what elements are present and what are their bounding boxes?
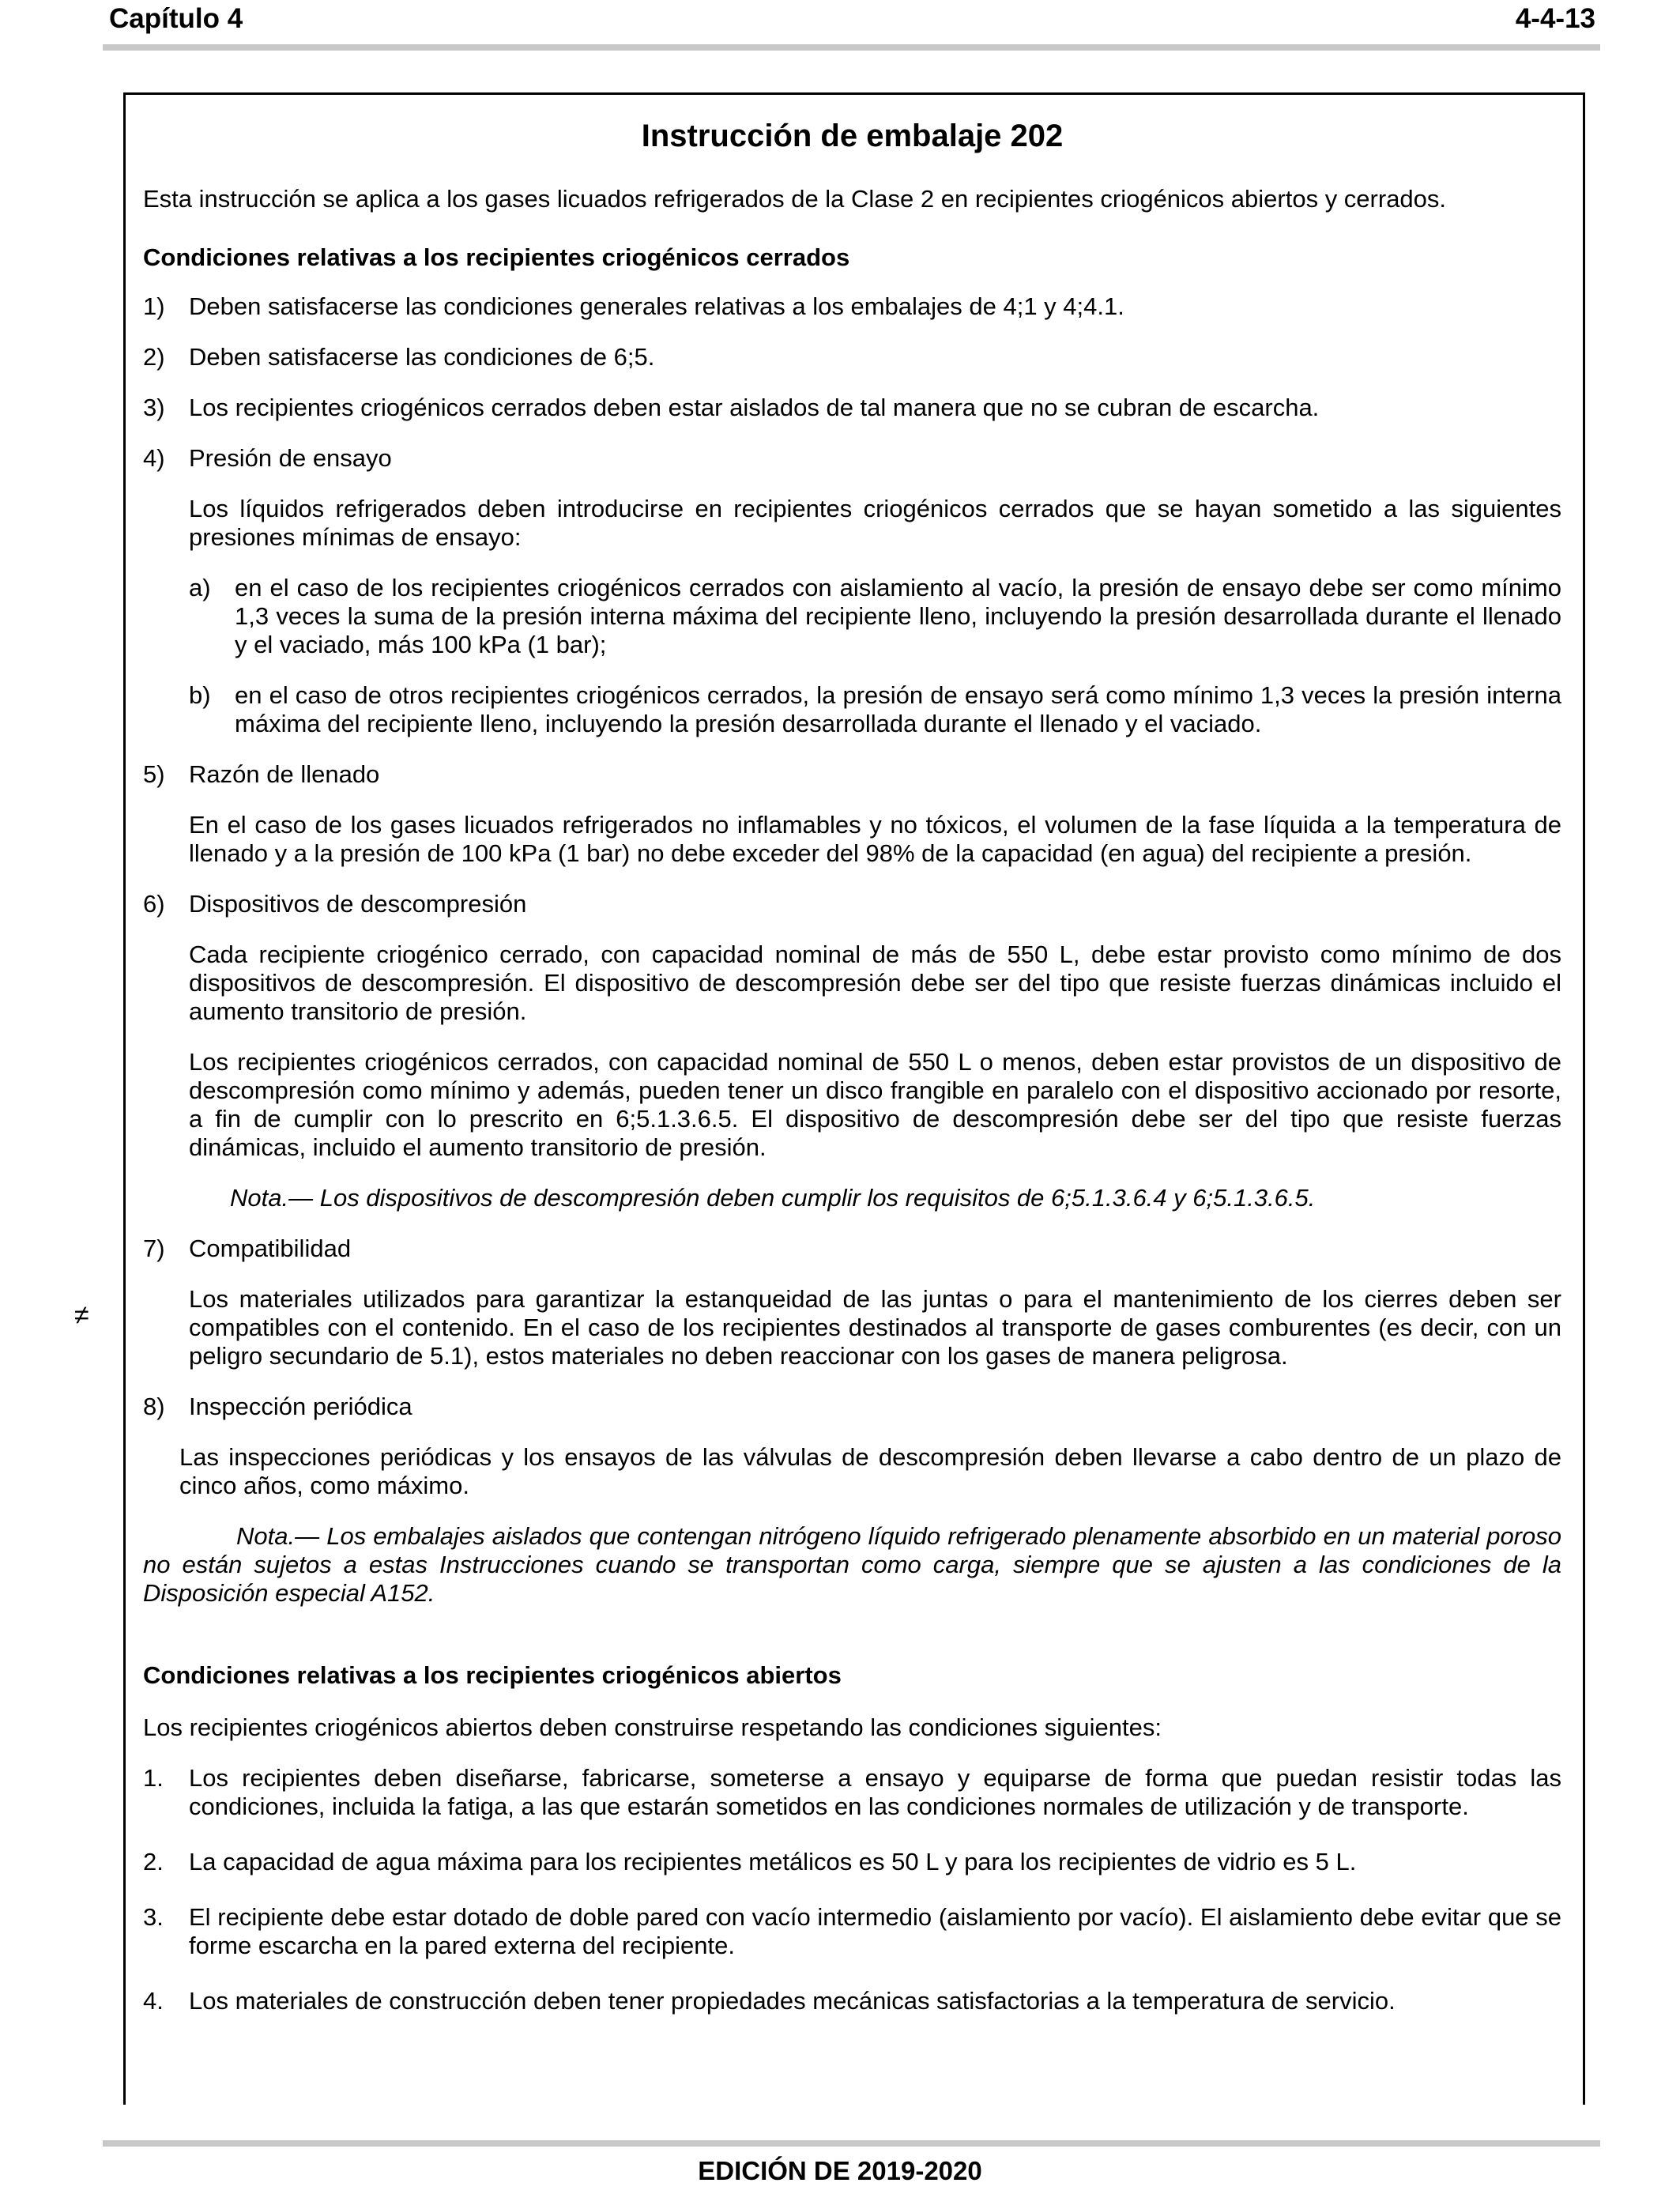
relief-devices-note: Nota.— Los dispositivos de descompresión deben cumplir los requisitos de 6;5.1.3.6.4 y 6;5.1.3.6.5.	[230, 1184, 1316, 1212]
sublist-item	[189, 681, 1561, 738]
list-item	[143, 444, 1561, 473]
item-letter: a)	[189, 574, 211, 601]
item-text: Inspección periódica	[189, 1393, 412, 1420]
list-item	[143, 890, 1561, 918]
item-text: La capacidad de agua máxima para los recipientes metálicos es 50 L y para los recipientes de vidrio es 5 L.	[189, 1848, 1357, 1875]
test-pressure-paragraph: Los líquidos refrigerados deben introducirse en recipientes criogénicos cerrados que se hayan sometido a las siguientes presiones mínimas de ensayo:	[189, 495, 1561, 551]
footer-rule	[103, 2140, 1600, 2147]
list-item	[143, 292, 1561, 321]
header-rule	[103, 44, 1600, 51]
list-item	[143, 1235, 1561, 1263]
compatibility-paragraph: Los materiales utilizados para garantizar la estanqueidad de las juntas o para el mantenimiento de los cierres deben ser compatibles con el contenido. En el caso de los recipientes destinados al transporte de gases comburentes (es decir, con un peligro secundario de 5.1), estos materiales no deben reaccionar con los gases de manera peligrosa.	[189, 1285, 1561, 1370]
item-text: Los recipientes deben diseñarse, fabricarse, someterse a ensayo y equiparse de forma que puedan resistir todas las condiciones, incluida la fatiga, a las que estarán sometidos en las condiciones normales de utilización y de transporte.	[189, 1764, 1561, 1820]
closed-note: Nota.— Los embalajes aislados que contengan nitrógeno líquido refrigerado plenamente absorbido en un material poroso no están sujetos a estas Instrucciones cuando se transportan como carga, siempre que se ajusten a las condiciones de la Disposición especial A152.	[143, 1522, 1561, 1607]
item-text: Presión de ensayo	[189, 444, 392, 472]
item-text: en el caso de los recipientes criogénicos cerrados con aislamiento al vacío, la presión de ensayo debe ser como mínimo 1,3 veces la suma de la presión interna máxima del recipiente lleno, incluyendo la presión desarrollada durante el llenado y el vaciado, más 100 kPa (1 bar);	[235, 574, 1561, 658]
list-item	[143, 1393, 1561, 1421]
item-text: Compatibilidad	[189, 1235, 352, 1262]
item-number: 6)	[143, 890, 165, 918]
item-text: en el caso de otros recipientes criogénicos cerrados, la presión de ensayo será como mínimo 1,3 veces la presión interna máxima del recipiente lleno, incluyendo la presión desarrollada durante el llenado y el vaciado.	[235, 681, 1561, 737]
edition-footer: EDICIÓN DE 2019-2020	[698, 2156, 982, 2185]
sublist-item	[189, 574, 1561, 659]
change-mark: ≠	[74, 1300, 89, 1330]
list-item	[143, 394, 1561, 422]
relief-devices-paragraph-2: Los recipientes criogénicos cerrados, con capacidad nominal de 550 L o menos, deben estar provistos de un dispositivo de descompresión como mínimo y además, pueden tener un disco frangible en paralelo con el dispositivo accionado por resorte, a fin de cumplir con lo prescrito en 6;5.1.3.6.5. El dispositivo de descompresión debe ser del tipo que resiste fuerzas dinámicas, incluido el aumento transitorio de presión.	[189, 1048, 1561, 1161]
closed-heading: Condiciones relativas a los recipientes criogénicos cerrados	[143, 243, 850, 271]
open-conditions-list	[143, 1764, 1561, 2015]
document-body	[143, 117, 1561, 2042]
item-number: 3)	[143, 394, 165, 421]
item-text: Los materiales de construcción deben tener propiedades mecánicas satisfactorias a la temperatura de servicio.	[189, 1987, 1396, 2015]
item-letter: b)	[189, 681, 211, 709]
test-pressure-sublist	[143, 574, 1561, 738]
list-item	[143, 1848, 1561, 1876]
list-item	[143, 343, 1561, 371]
item-text: Deben satisfacerse las condiciones generales relativas a los embalajes de 4;1 y 4;4.1.	[189, 292, 1124, 320]
list-item	[143, 760, 1561, 789]
item-text: Razón de llenado	[189, 760, 380, 788]
item-number: 4)	[143, 444, 165, 472]
item-text: Dispositivos de descompresión	[189, 890, 527, 918]
item-text: Deben satisfacerse las condiciones de 6;5.	[189, 343, 655, 371]
chapter-label: Capítulo 4	[109, 3, 243, 34]
item-number: 4.	[143, 1987, 164, 2015]
page-title: Instrucción de embalaje 202	[641, 119, 1064, 153]
relief-devices-paragraph-1: Cada recipiente criogénico cerrado, con capacidad nominal de más de 550 L, debe estar provisto como mínimo de dos dispositivos de descompresión. El dispositivo de descompresión debe ser del tipo que resiste fuerzas dinámicas incluido el aumento transitorio de presión.	[189, 941, 1561, 1025]
list-item	[143, 1764, 1561, 1821]
item-number: 1)	[143, 292, 165, 320]
intro-paragraph: Esta instrucción se aplica a los gases licuados refrigerados de la Clase 2 en recipientes criogénicos abiertos y cerrados.	[143, 185, 1447, 213]
item-text: Los recipientes criogénicos cerrados deben estar aislados de tal manera que no se cubran de escarcha.	[189, 394, 1320, 421]
list-item	[143, 1987, 1561, 2015]
open-heading: Condiciones relativas a los recipientes criogénicos abiertos	[143, 1661, 842, 1689]
item-number: 5)	[143, 760, 165, 788]
page-number: 4-4-13	[1515, 3, 1595, 34]
list-item	[143, 1903, 1561, 1960]
item-number: 3.	[143, 1903, 164, 1931]
item-number: 1.	[143, 1764, 164, 1792]
item-number: 2.	[143, 1848, 164, 1875]
inspection-paragraph: Las inspecciones periódicas y los ensayos de las válvulas de descompresión deben llevarse a cabo dentro de un plazo de cinco años, como máximo.	[179, 1443, 1561, 1499]
fill-ratio-paragraph: En el caso de los gases licuados refrigerados no inflamables y no tóxicos, el volumen de la fase líquida a la temperatura de llenado y a la presión de 100 kPa (1 bar) no debe exceder del 98% de la capacidad (en agua) del recipiente a presión.	[189, 811, 1561, 867]
item-number: 8)	[143, 1393, 165, 1420]
item-text: El recipiente debe estar dotado de doble pared con vacío intermedio (aislamiento por vacío). El aislamiento debe evitar que se forme escarcha en la pared externa del recipiente.	[189, 1903, 1561, 1959]
open-lead: Los recipientes criogénicos abiertos deben construirse respetando las condiciones siguientes:	[143, 1713, 1162, 1741]
item-number: 2)	[143, 343, 165, 371]
item-number: 7)	[143, 1235, 165, 1262]
